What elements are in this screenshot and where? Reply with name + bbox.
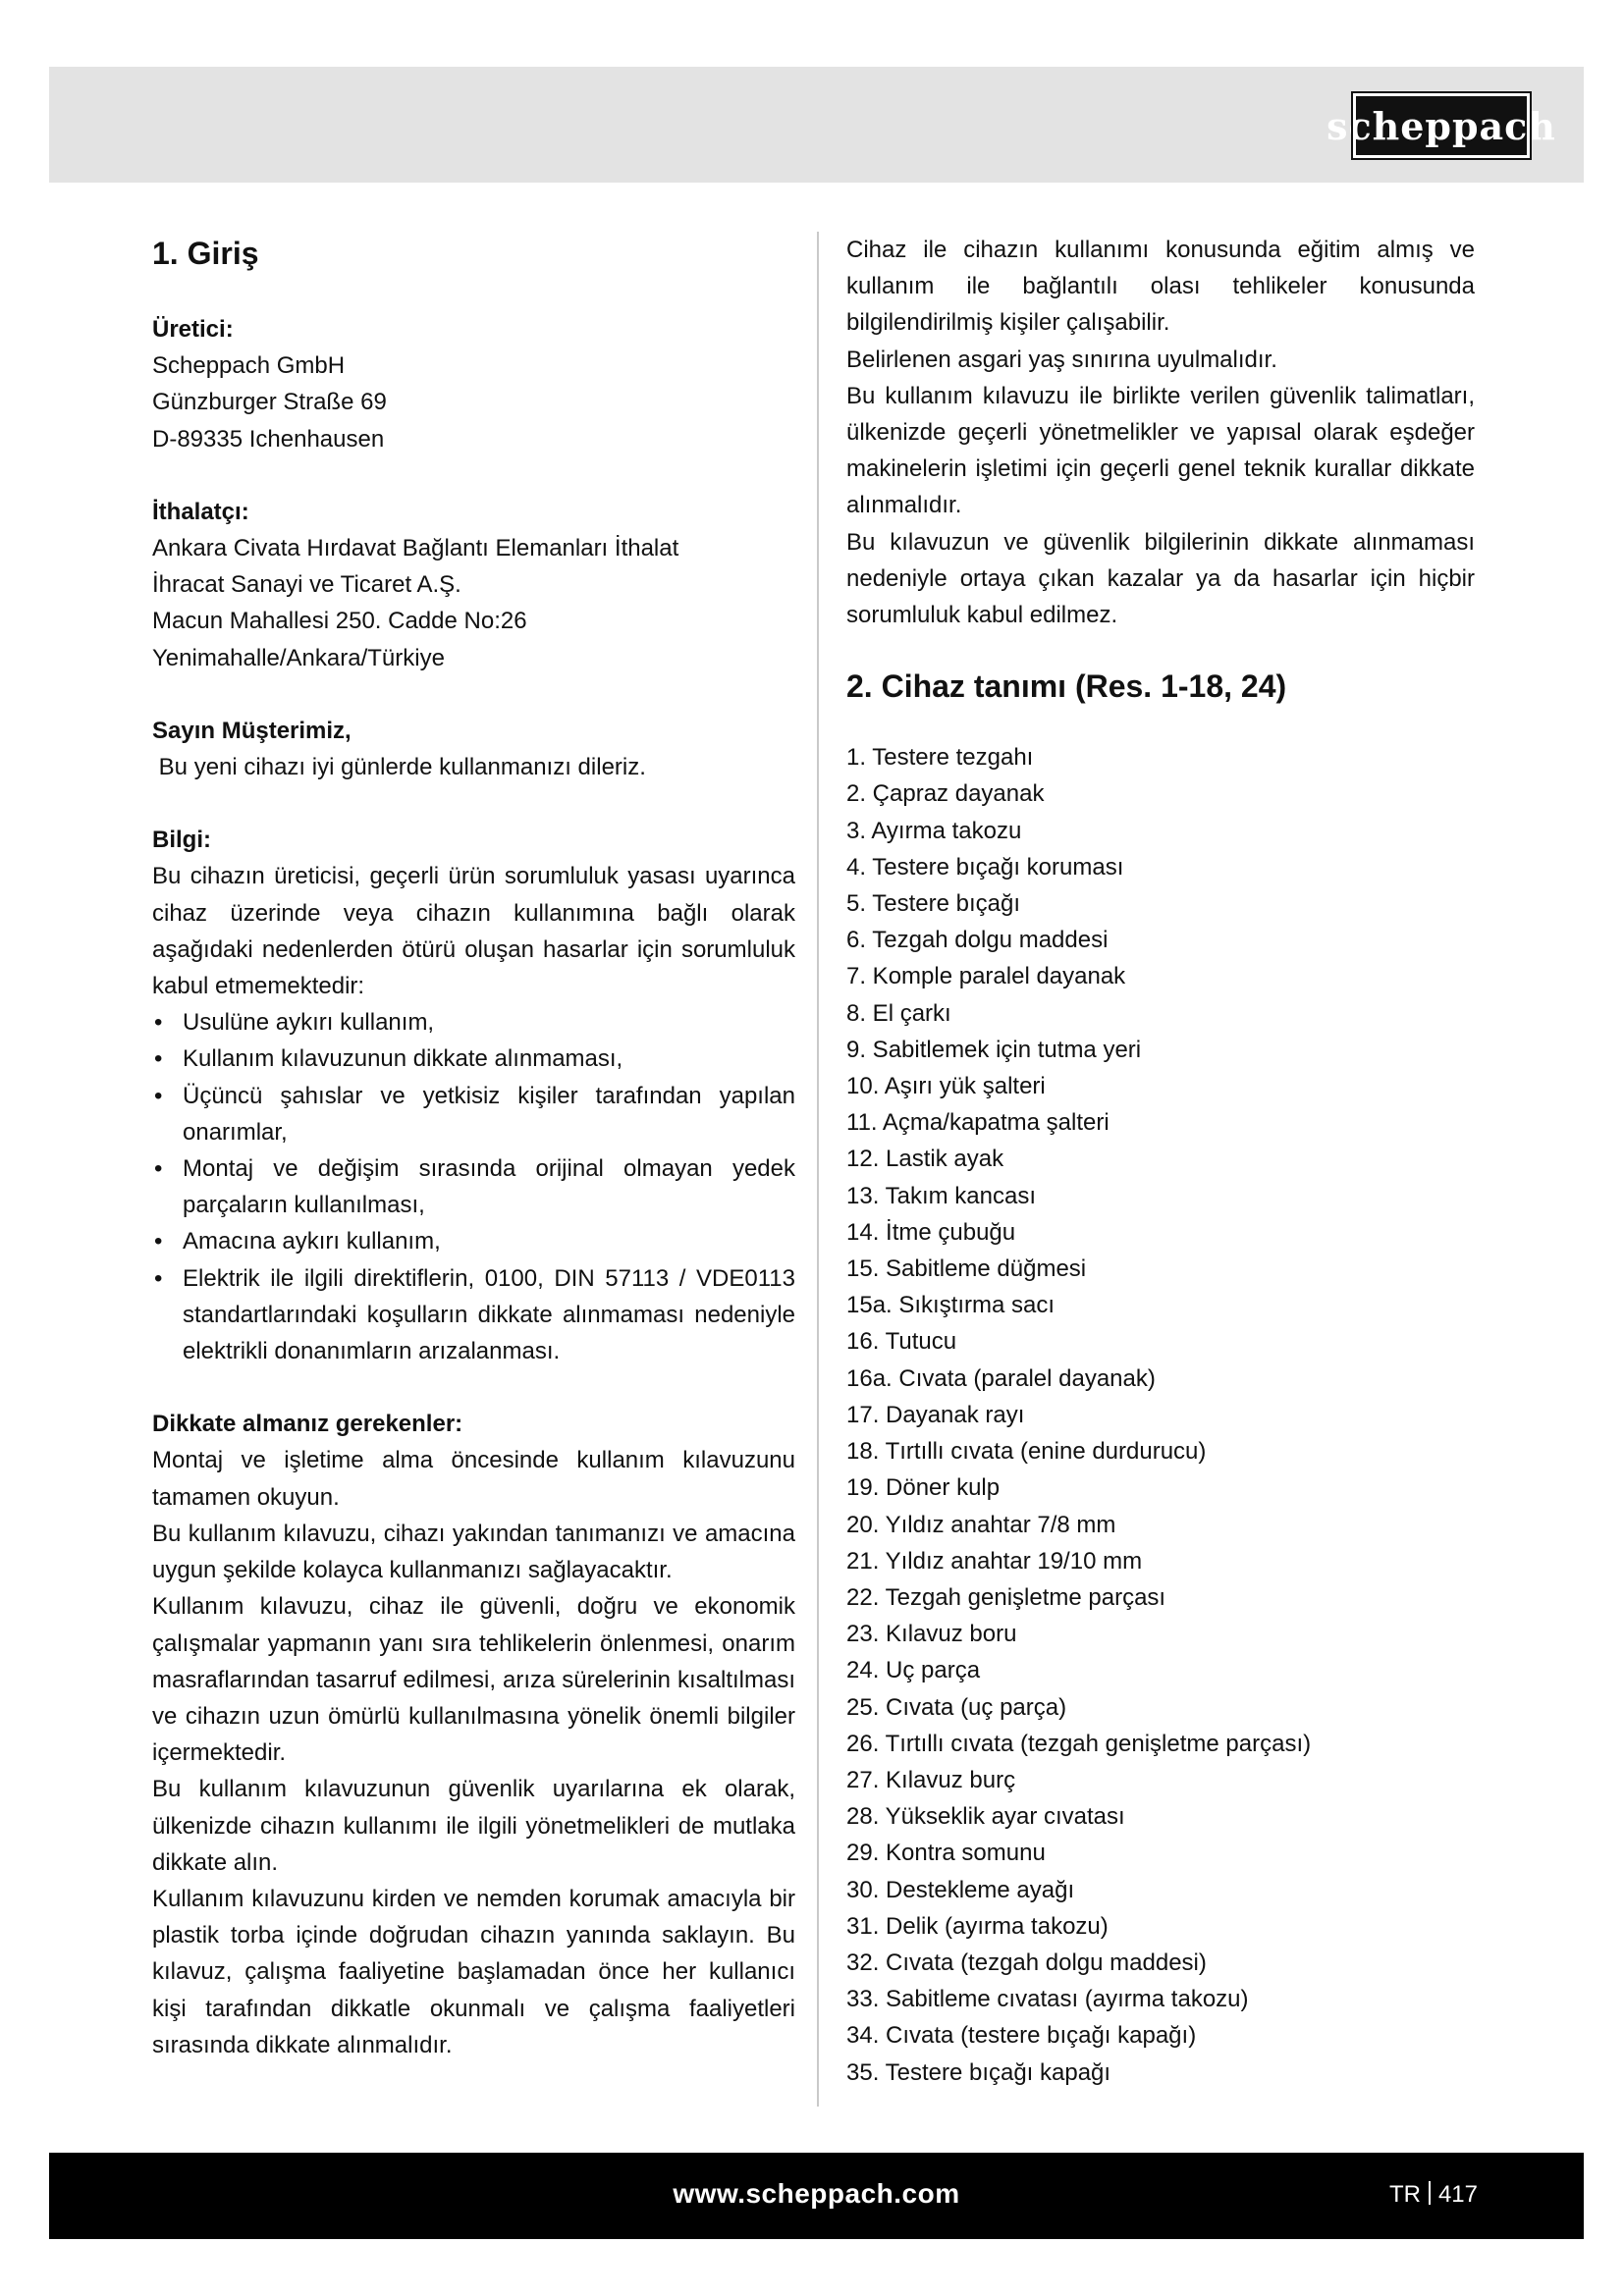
- greeting-text: Bu yeni cihazı iyi günlerde kullanmanızı dileriz.: [152, 754, 646, 781]
- list-item: 18. Tırtıllı cıvata (enine durdurucu): [846, 1438, 1207, 1466]
- list-item: 15a. Sıkıştırma sacı: [846, 1292, 1056, 1319]
- address-line: Ankara Civata Hırdavat Bağlantı Elemanları İthalat: [152, 535, 679, 562]
- section-title-intro: 1. Giriş: [152, 236, 259, 271]
- list-item: 24. Uç parça: [846, 1657, 981, 1684]
- list-item: 6. Tezgah dolgu maddesi: [846, 927, 1109, 954]
- list-item: 16. Tutucu: [846, 1328, 957, 1356]
- column-divider: [817, 232, 819, 2107]
- scheppach-logo: scheppach: [1353, 93, 1530, 158]
- list-item: 12. Lastik ayak: [846, 1146, 1004, 1173]
- intro-paragraph: Bu kılavuzun ve güvenlik bilgilerinin dikkate alınmaması nedeniyle ortaya çıkan kazalar ya da hasarlar için hiçbir sorumluluk kabul edilmez.: [846, 528, 1475, 629]
- list-item: 19. Döner kulp: [846, 1474, 1001, 1502]
- list-item: 23. Kılavuz boru: [846, 1621, 1017, 1648]
- list-item: 2. Çapraz dayanak: [846, 780, 1045, 808]
- info-label: Bilgi:: [152, 827, 211, 854]
- notes-label: Dikkate almanız gerekenler:: [152, 1411, 463, 1438]
- list-item: 5. Testere bıçağı: [846, 890, 1020, 918]
- list-item: 17. Dayanak rayı: [846, 1401, 1025, 1428]
- notes-paragraph: Bu kullanım kılavuzunun güvenlik uyarılarına ek olarak, ülkenizde cihazın kullanımı ile ilgili yönetmelikleri de mutlaka dikkate alın.: [152, 1776, 795, 1876]
- info-text: Bu cihazın üreticisi, geçerli ürün sorumluluk yasası uyarınca cihaz üzerinde veya cihazın kullanımına bağlı olarak aşağıdaki nedenlerden ötürü oluşan hasarlar için sorumluluk kabul etmemektedir:: [152, 863, 795, 1000]
- manufacturer-label: Üretici:: [152, 316, 234, 343]
- list-item: • Usulüne aykırı kullanım,: [152, 1004, 795, 1041]
- list-item: 30. Destekleme ayağı: [846, 1876, 1075, 1903]
- greeting-label: Sayın Müşterimiz,: [152, 717, 352, 744]
- list-item: 33. Sabitleme cıvatası (ayırma takozu): [846, 1986, 1249, 2013]
- list-item: 7. Komple paralel dayanak: [846, 963, 1126, 990]
- list-item: 20. Yıldız anahtar 7/8 mm: [846, 1511, 1116, 1538]
- page-separator: [1429, 2181, 1431, 2205]
- list-item: 29. Kontra somunu: [846, 1840, 1046, 1867]
- list-item: • Montaj ve değişim sırasında orijinal olmayan yedek parçaların kullanılması,: [152, 1150, 795, 1223]
- list-item: 16a. Cıvata (paralel dayanak): [846, 1364, 1156, 1392]
- list-item: 8. El çarkı: [846, 999, 951, 1027]
- list-item: 13. Takım kancası: [846, 1182, 1036, 1209]
- list-item: 11. Açma/kapatma şalteri: [846, 1109, 1110, 1137]
- address-line: Yenimahalle/Ankara/Türkiye: [152, 644, 445, 671]
- left-column: [152, 232, 795, 2063]
- intro-paragraph: Bu kullanım kılavuzu ile birlikte verilen güvenlik talimatları, ülkenizde geçerli yönetmelikler ve yapısal olarak eşdeğer makinelerin işletimi için geçerli genel teknik kurallar dikkate alınmalıdır.: [846, 382, 1475, 519]
- manufacturer-address: [152, 347, 795, 457]
- address-line: Scheppach GmbH: [152, 352, 346, 380]
- intro-paragraph: Belirlenen asgari yaş sınırına uyulmalıdır.: [846, 346, 1277, 373]
- notes-paragraph: Montaj ve işletime alma öncesinde kullanım kılavuzunu tamamen okuyun.: [152, 1447, 795, 1511]
- parts-list: [846, 739, 1475, 2091]
- address-line: D-89335 Ichenhausen: [152, 425, 385, 453]
- list-item: 32. Cıvata (tezgah dolgu maddesi): [846, 1949, 1207, 1976]
- page-number: 417: [1437, 2181, 1478, 2208]
- list-item: 34. Cıvata (testere bıçağı kapağı): [846, 2022, 1197, 2050]
- page-indicator: [1389, 2181, 1478, 2209]
- list-item: • Elektrik ile ilgili direktiflerin, 0100, DIN 57113 / VDE0113 standartlarındaki koşulların dikkate alınmaması nedeniyle elektrikli donanımların arızalanması.: [152, 1260, 795, 1370]
- list-item: • Kullanım kılavuzunun dikkate alınmaması,: [152, 1041, 795, 1077]
- list-item: • Amacına aykırı kullanım,: [152, 1223, 795, 1259]
- list-item: 1. Testere tezgahı: [846, 744, 1034, 772]
- list-item: 4. Testere bıçağı koruması: [846, 853, 1124, 881]
- list-item: 35. Testere bıçağı kapağı: [846, 2058, 1111, 2086]
- language-code: TR: [1388, 2181, 1421, 2208]
- liability-list: [152, 1004, 795, 1369]
- notes-paragraph: Kullanım kılavuzu, cihaz ile güvenli, doğru ve ekonomik çalışmalar yapmanın yanı sıra tehlikelerin önlenmesi, onarım masraflarından tasarruf edilmesi, arıza sürelerinin kısaltılması ve cihazın uzun ömürlü kullanılmasına yönelik önemli bilgiler içermektedir.: [152, 1593, 795, 1767]
- importer-address: [152, 530, 795, 676]
- list-item: 25. Cıvata (uç parça): [846, 1693, 1067, 1721]
- list-item: 28. Yükseklik ayar cıvatası: [846, 1803, 1125, 1831]
- list-item: 14. İtme çubuğu: [846, 1218, 1016, 1246]
- list-item: 22. Tezgah genişletme parçası: [846, 1583, 1166, 1611]
- notes-paragraph: Kullanım kılavuzunu kirden ve nemden korumak amacıyla bir plastik torba içinde doğrudan cihazın yanında saklayın. Bu kılavuz, çalışma faaliyetine başlamadan önce her kullanıcı kişi tarafından dikkatle okunmalı ve çalışma faaliyetleri sırasında dikkate alınmalıdır.: [152, 1885, 795, 2058]
- list-item: 9. Sabitlemek için tutma yeri: [846, 1036, 1142, 1063]
- list-item: • Üçüncü şahıslar ve yetkisiz kişiler tarafından yapılan onarımlar,: [152, 1078, 795, 1150]
- header-band: [49, 67, 1584, 183]
- right-column: [846, 232, 1475, 2091]
- intro-paragraph: Cihaz ile cihazın kullanımı konusunda eğitim almış ve kullanım ile bağlantılı olası tehlikeler konusunda bilgilendirilmiş kişiler çalışabilir.: [846, 237, 1475, 337]
- list-item: 10. Aşırı yük şalteri: [846, 1073, 1046, 1100]
- notes-paragraph: Bu kullanım kılavuzu, cihazı yakından tanımanızı ve amacına uygun şekilde kolayca kullanmanızı sağlayacaktır.: [152, 1520, 795, 1584]
- importer-label: İthalatçı:: [152, 498, 249, 525]
- list-item: 27. Kılavuz burç: [846, 1766, 1016, 1793]
- list-item: 26. Tırtıllı cıvata (tezgah genişletme parçası): [846, 1730, 1312, 1757]
- address-line: İhracat Sanayi ve Ticaret A.Ş.: [152, 571, 461, 599]
- section-title-device: 2. Cihaz tanımı (Res. 1-18, 24): [846, 668, 1287, 705]
- address-line: Macun Mahallesi 250. Cadde No:26: [152, 608, 527, 635]
- list-item: 21. Yıldız anahtar 19/10 mm: [846, 1547, 1143, 1575]
- website-link[interactable]: www.scheppach.com: [673, 2178, 960, 2209]
- list-item: 3. Ayırma takozu: [846, 817, 1022, 844]
- footer-band: [49, 2153, 1584, 2239]
- list-item: 15. Sabitleme düğmesi: [846, 1255, 1087, 1283]
- list-item: 31. Delik (ayırma takozu): [846, 1912, 1109, 1940]
- address-line: Günzburger Straße 69: [152, 389, 387, 416]
